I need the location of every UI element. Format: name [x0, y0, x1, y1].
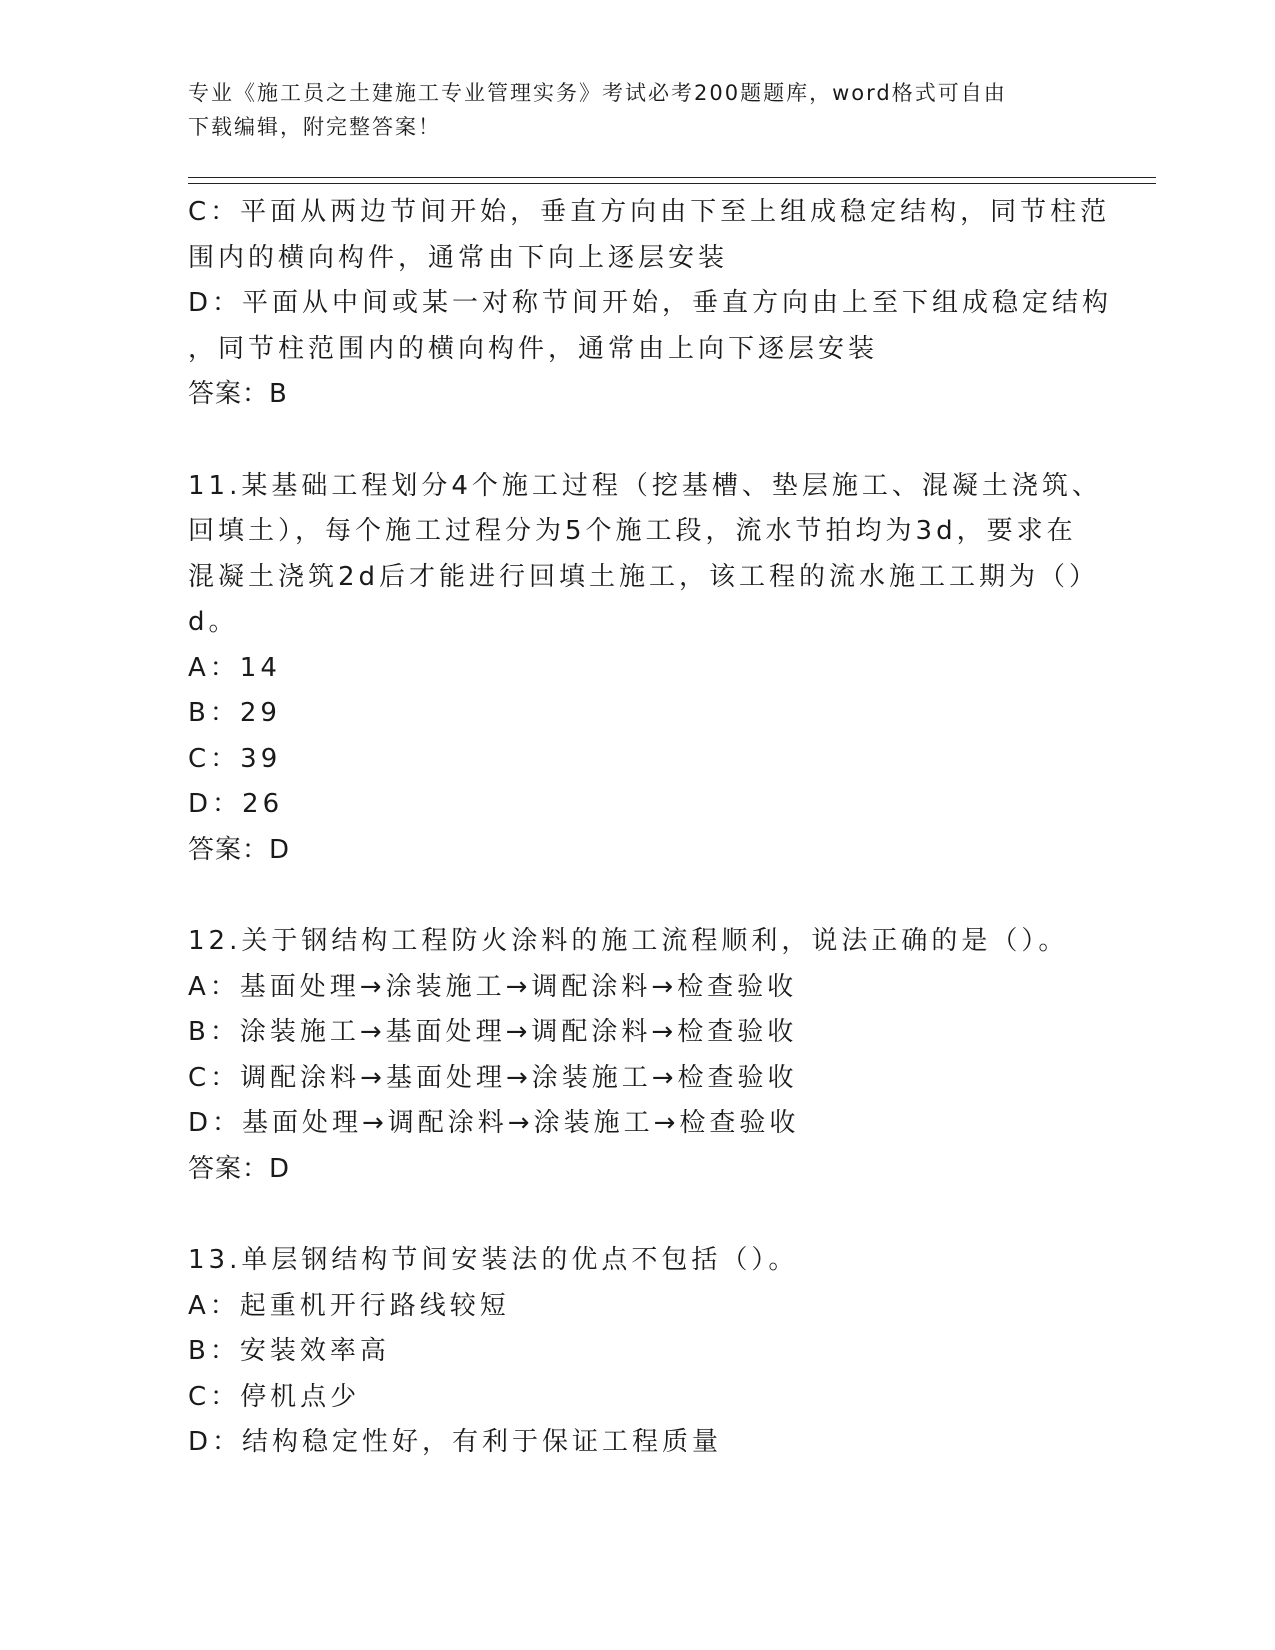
option-d: D：结构稳定性好，有利于保证工程质量 [188, 1427, 723, 1457]
question-stem-line-3: 混凝土浇筑2d后才能进行回填土施工，该工程的流水施工工期为（） [188, 561, 1100, 592]
document-header [188, 76, 1088, 144]
header-line-1: 专业《施工员之土建施工专业管理实务》考试必考200题题库，word格式可自由 [188, 81, 1007, 105]
option-b: B：安装效率高 [188, 1336, 390, 1366]
option-c: C：调配涂料→基面处理→涂装施工→检查验收 [188, 1062, 798, 1093]
header-rule-top [188, 177, 1156, 178]
question-stem-line-2: 回填土），每个施工过程分为5个施工段，流水节拍均为3d，要求在 [188, 516, 1077, 546]
question-stem-line-1: 11.某基础工程划分4个施工过程（挖基槽、垫层施工、混凝土浇筑、 [188, 470, 1102, 501]
question-stem-line-4: d。 [188, 607, 239, 637]
option-a: A：起重机开行路线较短 [188, 1290, 510, 1321]
option-d-line-1: D：平面从中间或某一对称节间开始，垂直方向由上至下组成稳定结构 [188, 288, 1113, 318]
question-list [188, 190, 1113, 1466]
option-c: C：停机点少 [188, 1381, 361, 1412]
answer: 答案：B [188, 379, 288, 409]
question-stem: 12.关于钢结构工程防火涂料的施工流程顺利，说法正确的是（）。 [188, 926, 1069, 956]
option-b: B：涂装施工→基面处理→调配涂料→检查验收 [188, 1017, 798, 1047]
spacer [188, 418, 1088, 464]
option-d: D：26 [188, 789, 284, 819]
option-d: D：基面处理→调配涂料→涂装施工→检查验收 [188, 1108, 800, 1138]
option-c-line-2: 围内的横向构件，通常由下向上逐层安装 [188, 242, 729, 273]
answer: 答案：D [188, 1153, 291, 1184]
question-stem: 13.单层钢结构节间安装法的优点不包括（）。 [188, 1245, 799, 1275]
option-a: A：14 [188, 652, 281, 683]
answer: 答案：D [188, 834, 291, 865]
option-a: A：基面处理→涂装施工→调配涂料→检查验收 [188, 971, 798, 1002]
question-12 [188, 919, 1088, 1192]
question-10-tail [188, 190, 1113, 418]
option-c: C：39 [188, 743, 282, 774]
question-13 [188, 1238, 1088, 1466]
spacer [188, 873, 1088, 919]
header-line-2: 下载编辑，附完整答案！ [188, 115, 441, 139]
question-11 [188, 464, 1102, 874]
spacer [188, 1192, 1088, 1238]
header-rule-bottom [188, 183, 1156, 184]
option-b: B：29 [188, 698, 281, 728]
option-d-line-2: ，同节柱范围内的横向构件，通常由上向下逐层安装 [188, 333, 879, 364]
option-c-line-1: C：平面从两边节间开始，垂直方向由下至上组成稳定结构，同节柱范 [188, 197, 1111, 227]
